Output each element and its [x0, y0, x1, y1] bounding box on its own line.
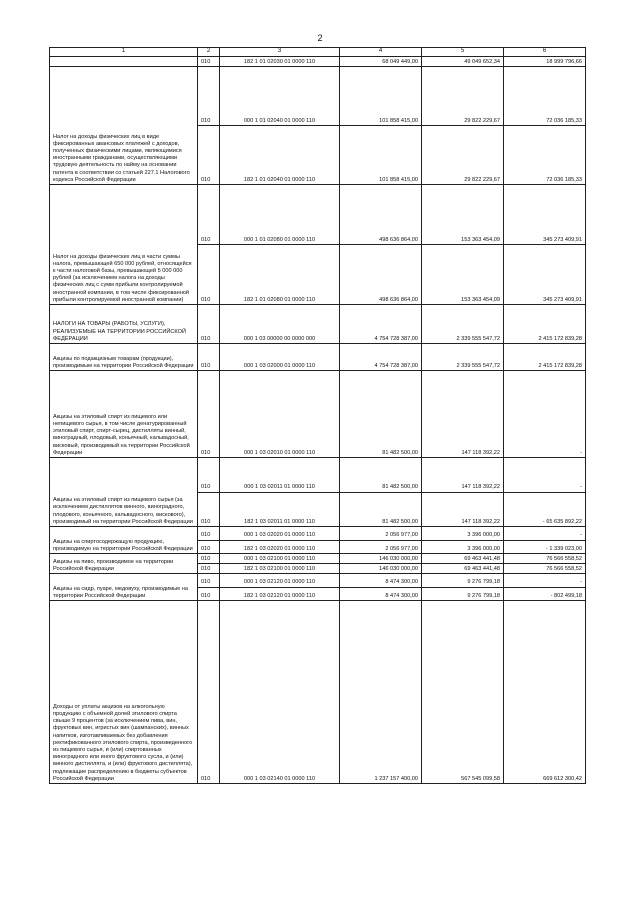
row-remaining: -: [504, 371, 586, 458]
row-remaining: 76 566 558,52: [504, 564, 586, 574]
row-code: 010: [198, 305, 220, 344]
row-executed: 3 396 000,00: [422, 540, 504, 554]
row-kbk: 000 1 03 02000 01 0000 110: [220, 344, 340, 371]
row-executed: 2 339 555 547,72: [422, 305, 504, 344]
header-col-3: 3: [220, 48, 340, 57]
row-code: 010: [198, 458, 220, 493]
header-col-6: 6: [504, 48, 586, 57]
row-kbk: 000 1 03 02020 01 0000 110: [220, 527, 340, 541]
header-row: [50, 48, 586, 57]
row-approved: 146 030 000,00: [340, 554, 422, 564]
table-row: [50, 554, 586, 564]
row-name: Акцизы на этиловый спирт из пищевого или непищевого сырья, в том числе денатурированный этиловый спирт, спирт-сырец, дистилляты винный, виноградный, плодовый, коньячный, кальвадосный, висковый, производимый на территории Российской Федерации: [50, 371, 198, 458]
row-remaining: - 65 635 892,22: [504, 492, 586, 527]
row-approved: 4 754 728 387,00: [340, 344, 422, 371]
row-executed: 29 822 229,67: [422, 67, 504, 126]
row-code: 010: [198, 245, 220, 305]
row-code: 010: [198, 57, 220, 67]
row-kbk: 000 1 01 02080 01 0000 110: [220, 185, 340, 245]
row-code: 010: [198, 67, 220, 126]
row-approved: 2 056 977,00: [340, 527, 422, 541]
row-remaining: 72 036 185,33: [504, 126, 586, 185]
row-executed: 567 545 099,58: [422, 601, 504, 784]
row-approved: 4 754 728 387,00: [340, 305, 422, 344]
row-remaining: 18 999 796,66: [504, 57, 586, 67]
row-executed: 69 463 441,48: [422, 564, 504, 574]
row-kbk: 182 1 03 02120 01 0000 110: [220, 587, 340, 601]
row-remaining: 76 566 558,52: [504, 554, 586, 564]
row-approved: 101 858 415,00: [340, 126, 422, 185]
row-name: Акцизы на сидр, пуаре, медовуху, производимые на территории Российской Федерации: [50, 574, 198, 601]
table-row: [50, 574, 586, 588]
row-code: 010: [198, 574, 220, 588]
row-approved: 2 056 977,00: [340, 540, 422, 554]
table-row: [50, 344, 586, 371]
header-col-1: 1: [50, 48, 198, 57]
table-row: [50, 305, 586, 344]
row-name: НАЛОГИ НА ТОВАРЫ (РАБОТЫ, УСЛУГИ), РЕАЛИЗУЕМЫЕ НА ТЕРРИТОРИИ РОССИЙСКОЙ ФЕДЕРАЦИИ: [50, 305, 198, 344]
header-col-5: 5: [422, 48, 504, 57]
row-name: Акцизы по подакцизным товарам (продукции), производимым на территории Российской Федерации: [50, 344, 198, 371]
row-approved: 146 030 000,00: [340, 564, 422, 574]
row-remaining: 2 415 172 839,28: [504, 344, 586, 371]
row-name-empty: [50, 57, 198, 67]
row-remaining: -: [504, 574, 586, 588]
row-kbk: 182 1 03 02100 01 0000 110: [220, 564, 340, 574]
table-row: [50, 527, 586, 541]
row-code: 010: [198, 564, 220, 574]
row-name: Доходы от уплаты акцизов на алкогольную продукцию с объемной долей этилового спирта свыше 9 процентов (за исключением пива, вин, фруктовых вин, игристых вин (шампанских), винных напитков, изготавливаемых без добавления ректификованного этилового спирта, произведенного из пищевого сырья, и (или) спиртованных виноградного или иного фруктового сусла, и (или) винного дистиллята, и (или) фруктового дистиллята), подлежащие распределению в бюджеты субъектов Российской Федерации: [50, 601, 198, 784]
row-approved: 498 636 864,00: [340, 185, 422, 245]
table-row: [50, 458, 586, 493]
row-executed: 147 118 392,22: [422, 458, 504, 493]
row-code: 010: [198, 185, 220, 245]
row-kbk: 000 1 03 02120 01 0000 110: [220, 574, 340, 588]
row-approved: 81 482 500,00: [340, 492, 422, 527]
table-row: [50, 57, 586, 67]
row-name: Акцизы на спиртосодержащую продукцию, производимую на территории Российской Федерации: [50, 527, 198, 554]
row-executed: 153 363 454,09: [422, 185, 504, 245]
table-row: [50, 185, 586, 245]
row-remaining: 669 612 300,42: [504, 601, 586, 784]
row-remaining: -: [504, 527, 586, 541]
row-remaining: - 802 499,18: [504, 587, 586, 601]
row-remaining: - 1 339 023,00: [504, 540, 586, 554]
row-executed: 153 363 454,09: [422, 245, 504, 305]
row-approved: 101 858 415,00: [340, 67, 422, 126]
row-name: Налог на доходы физических лиц в виде фиксированных авансовых платежей с доходов, полученных физическими лицами, являющимися иностранными гражданами, осуществляющими трудовую деятельность по найму на основании патента в соответствии со статьей 227.1 Налогового кодекса Российской Федерации: [50, 67, 198, 185]
row-approved: 1 237 157 400,00: [340, 601, 422, 784]
row-approved: 81 482 500,00: [340, 371, 422, 458]
table-row: [50, 601, 586, 784]
header-col-4: 4: [340, 48, 422, 57]
row-kbk: 182 1 03 02020 01 0000 110: [220, 540, 340, 554]
row-kbk: 182 1 01 02030 01 0000 110: [220, 57, 340, 67]
row-code: 010: [198, 126, 220, 185]
row-code: 010: [198, 587, 220, 601]
row-kbk: 000 1 03 02011 01 0000 110: [220, 458, 340, 493]
row-approved: 68 049 449,00: [340, 57, 422, 67]
row-name: Акцизы на пиво, производимое на территории Российской Федерации: [50, 554, 198, 574]
row-remaining: 2 415 172 839,28: [504, 305, 586, 344]
budget-table: [49, 47, 586, 784]
row-approved: 8 474 300,00: [340, 587, 422, 601]
row-kbk: 000 1 03 02010 01 0000 110: [220, 371, 340, 458]
table-row: [50, 67, 586, 126]
page-number: 2: [317, 33, 323, 43]
row-approved: 498 636 864,00: [340, 245, 422, 305]
row-kbk: 182 1 03 02011 01 0000 110: [220, 492, 340, 527]
row-code: 010: [198, 601, 220, 784]
row-code: 010: [198, 371, 220, 458]
row-executed: 29 822 229,67: [422, 126, 504, 185]
row-executed: 69 463 441,48: [422, 554, 504, 564]
row-code: 010: [198, 344, 220, 371]
row-remaining: -: [504, 458, 586, 493]
row-code: 010: [198, 492, 220, 527]
row-remaining: 345 273 409,91: [504, 245, 586, 305]
row-name: Акцизы на этиловый спирт из пищевого сырья (за исключением дистиллятов винного, виноградного, плодового, коньячного, кальвадосного, вискового), производимый на территории Российской Федерации: [50, 458, 198, 527]
row-kbk: 000 1 01 02040 01 0000 110: [220, 67, 340, 126]
row-approved: 81 482 500,00: [340, 458, 422, 493]
row-executed: 2 339 555 547,72: [422, 344, 504, 371]
row-executed: 147 118 392,22: [422, 371, 504, 458]
row-name: Налог на доходы физических лиц в части суммы налога, превышающей 650 000 рублей, относящейся к части налоговой базы, превышающей 5 000 000 рублей (за исключением налога на доходы физических лиц с сумм прибыли контролируемой иностранной компании, в том числе фиксированной прибыли контролируемой иностранной компании): [50, 185, 198, 305]
row-executed: 49 049 652,34: [422, 57, 504, 67]
row-kbk: 000 1 03 02140 01 0000 110: [220, 601, 340, 784]
row-kbk: 182 1 01 02080 01 0000 110: [220, 245, 340, 305]
header-col-2: 2: [198, 48, 220, 57]
row-kbk: 000 1 03 02100 01 0000 110: [220, 554, 340, 564]
row-approved: 8 474 300,00: [340, 574, 422, 588]
row-code: 010: [198, 554, 220, 564]
row-code: 010: [198, 540, 220, 554]
row-kbk: 000 1 03 00000 00 0000 000: [220, 305, 340, 344]
row-remaining: 72 036 185,33: [504, 67, 586, 126]
row-kbk: 182 1 01 02040 01 0000 110: [220, 126, 340, 185]
row-remaining: 345 273 409,91: [504, 185, 586, 245]
row-executed: 147 118 392,22: [422, 492, 504, 527]
row-executed: 9 276 799,18: [422, 587, 504, 601]
row-executed: 3 396 000,00: [422, 527, 504, 541]
table-row: [50, 371, 586, 458]
row-code: 010: [198, 527, 220, 541]
row-executed: 9 276 799,18: [422, 574, 504, 588]
